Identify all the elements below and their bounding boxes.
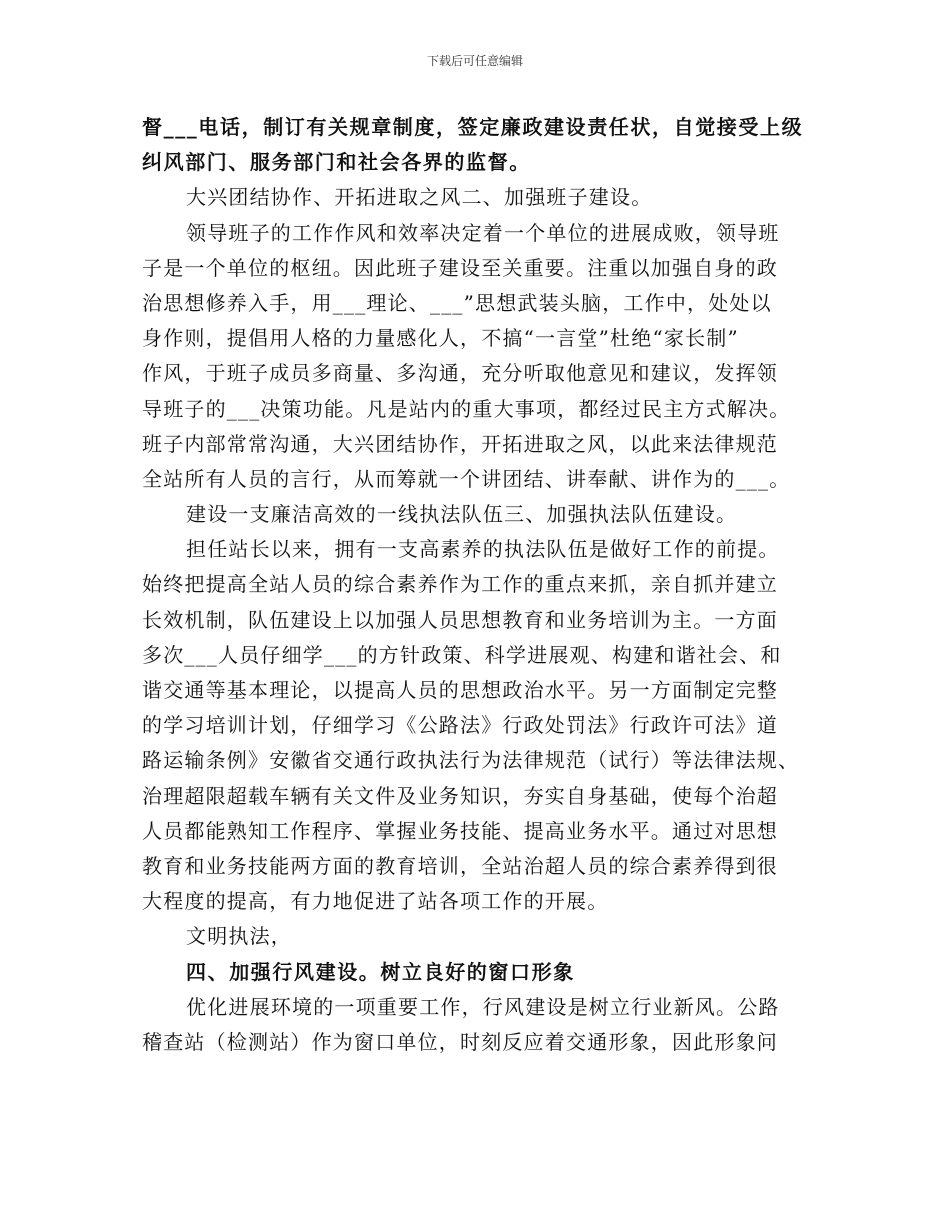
text-line: 优化进展环境的一项重要工作，行风建设是树立行业新风。公路 bbox=[186, 994, 780, 1019]
text-line: 督___电话，制订有关规章制度，签定廉政建设责任状，自觉接受上级 bbox=[142, 115, 804, 139]
text-line: 领导班子的工作作风和效率决定着一个单位的进展成败，领导班 bbox=[186, 220, 780, 245]
text-line: 治思想修养入手，用___理论、___”思想武装头脑，工作中，处处以 bbox=[142, 290, 772, 315]
text-line: 教育和业务技能两方面的教育培训，全站治超人员的综合素养得到很 bbox=[142, 853, 778, 878]
text-line: 的学习培训计划，仔细学习《公路法》行政处罚法》行政许可法》道 bbox=[142, 713, 778, 738]
text-line: 谐交通等基本理论，以提高人员的思想政治水平。另一方面制定完整 bbox=[142, 678, 778, 702]
text-line: 多次___人员仔细学___的方针政策、科学进展观、构建和谐社会、和 bbox=[142, 642, 782, 667]
text-line: 始终把提高全站人员的综合素养作为工作的重点来抓，亲自抓并建立 bbox=[142, 572, 778, 597]
text-line: 导班子的___决策功能。凡是站内的重大事项，都经过民主方式解决。 bbox=[142, 396, 791, 421]
text-line: 长效机制，队伍建设上以加强人员思想教育和业务培训为主。一方面 bbox=[142, 607, 778, 632]
text-line: 纠风部门、服务部门和社会各界的监督。 bbox=[142, 150, 531, 175]
text-line: 稽查站（检测站）作为窗口单位，时刻反应着交通形象，因此形象问 bbox=[142, 1029, 778, 1054]
text-line: 全站所有人员的言行，从而筹就一个讲团结、讲奉献、讲作为的___。 bbox=[142, 466, 791, 491]
document-body bbox=[142, 110, 822, 1060]
text-line: 身作则，提倡用人格的力量感化人，不搞“一言堂”杜绝“家长制” bbox=[142, 326, 739, 351]
text-line: 班子内部常常沟通，大兴团结协作，开拓进取之风，以此来法律规范 bbox=[142, 431, 778, 456]
page-header: 下载后可任意编辑 bbox=[426, 54, 523, 68]
text-line: 担任站长以来，拥有一支高素养的执法队伍是做好工作的前提。 bbox=[186, 537, 780, 562]
text-line: 大程度的提高，有力地促进了站各项工作的开展。 bbox=[142, 889, 609, 914]
text-line: 路运输条例》安徽省交通行政执法行为法律规范（试行）等法律法规、 bbox=[142, 748, 800, 773]
text-line: 文明执法， bbox=[186, 924, 292, 949]
text-line: 治理超限超载车辆有关文件及业务知识，夯实自身基础，使每个治超 bbox=[142, 783, 778, 808]
text-line: 人员都能熟知工作程序、掌握业务技能、提高业务水平。通过对思想 bbox=[142, 818, 778, 843]
text-line: 作风，于班子成员多商量、多沟通，充分听取他意见和建议，发挥领 bbox=[142, 361, 778, 386]
text-line: 建设一支廉洁高效的一线执法队伍三、加强执法队伍建设。 bbox=[186, 502, 738, 527]
text-line: 子是一个单位的枢纽。因此班子建设至关重要。注重以加强自身的政 bbox=[142, 255, 778, 280]
text-line: 四、加强行风建设。树立良好的窗口形象 bbox=[186, 959, 575, 984]
text-line: 大兴团结协作、开拓进取之风二、加强班子建设。 bbox=[186, 185, 653, 210]
